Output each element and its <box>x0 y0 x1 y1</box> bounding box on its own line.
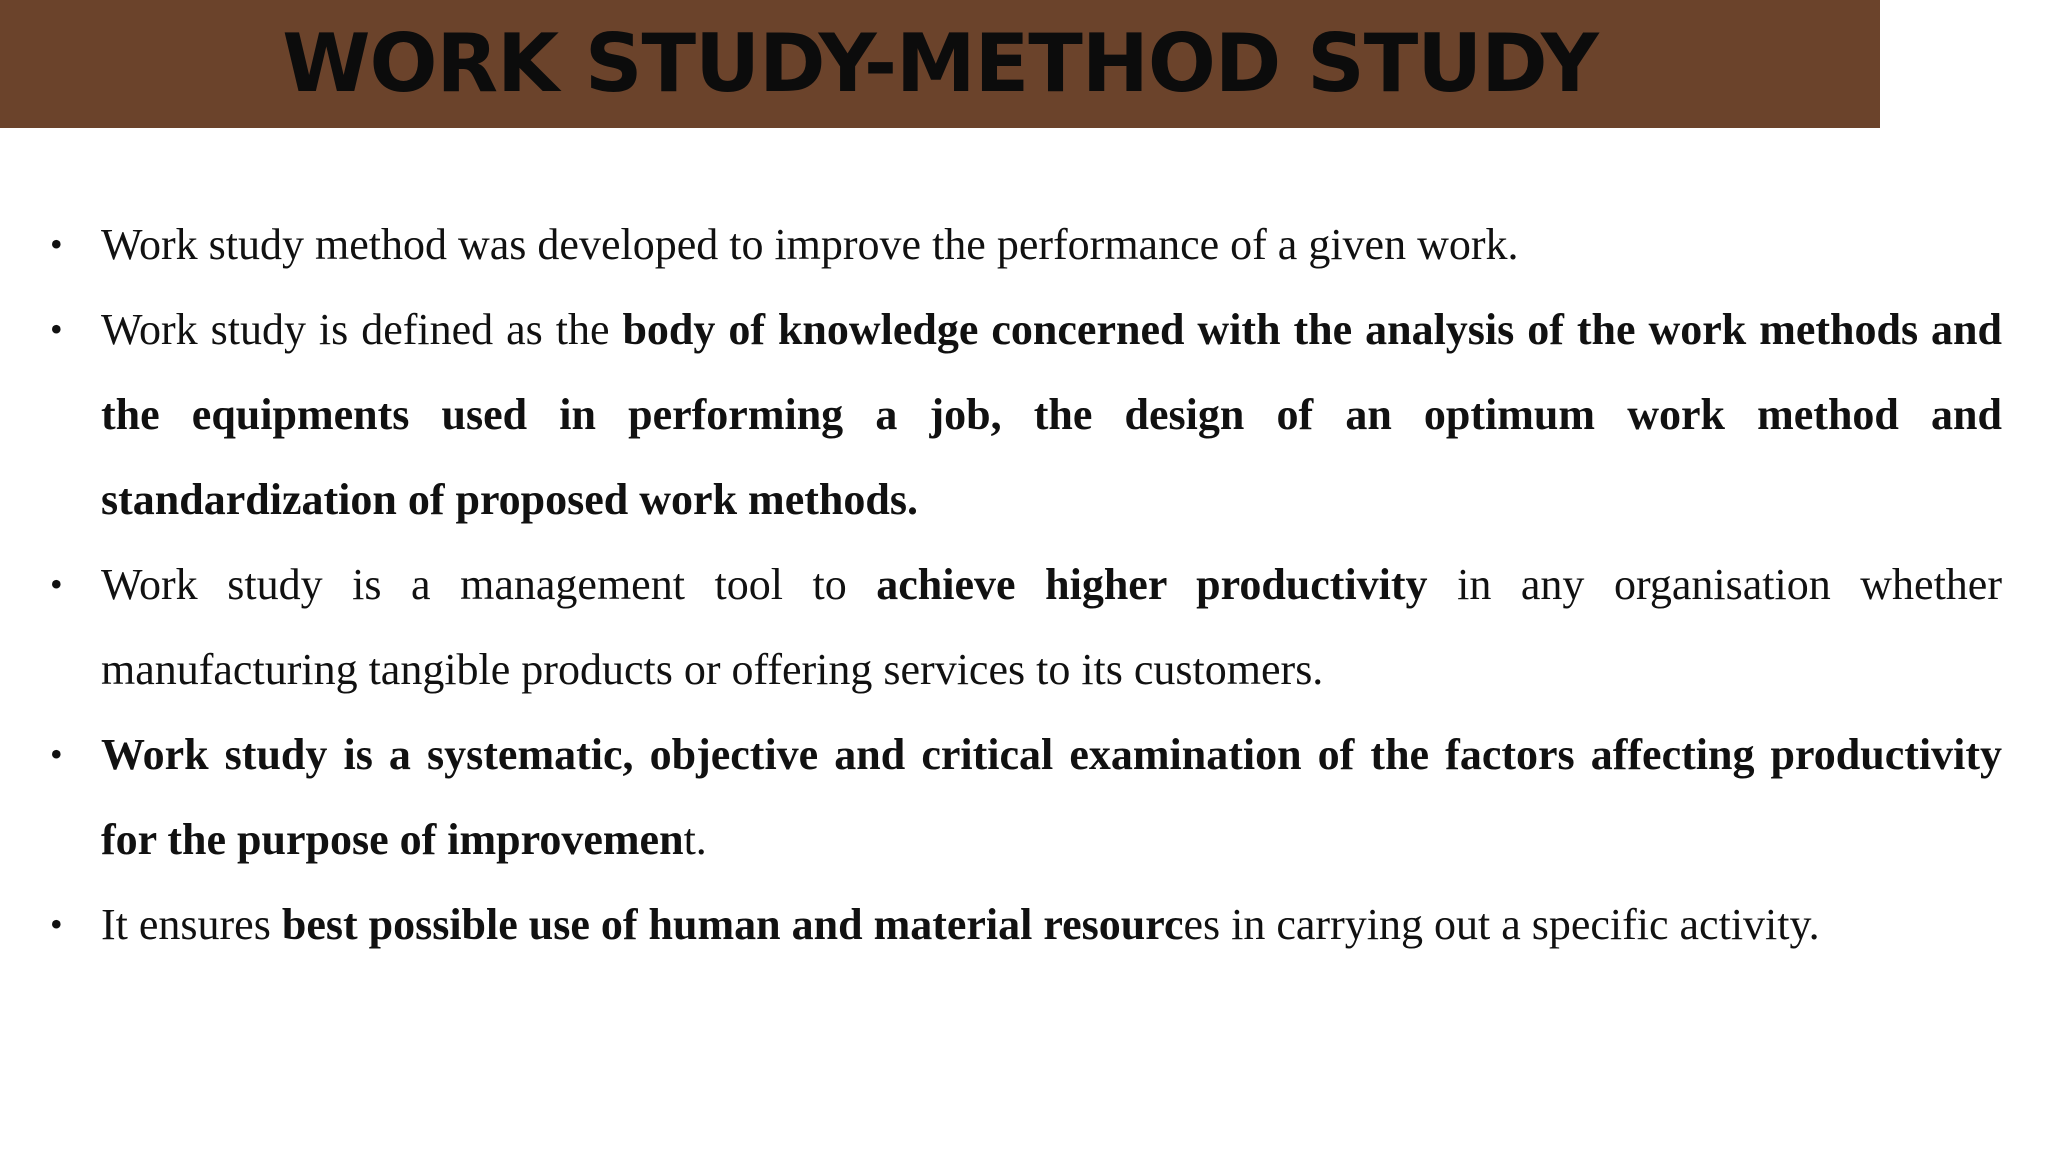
slide-title: WORK STUDY-METHOD STUDY <box>282 17 1598 110</box>
bullet-marker: • <box>50 734 63 774</box>
bullet-text: es in carrying out a specific activity. <box>1183 900 1820 949</box>
bullet-marker: • <box>50 904 63 944</box>
bullet-list <box>50 202 2002 967</box>
bullet-bold-text: body of knowledge concerned with the analysis of the work methods and the equipments used in performing a job, the design of an optimum work method and standardization of proposed work methods. <box>101 305 2002 524</box>
bullet-text: Work study method was developed to improve the performance of a given work. <box>101 220 1519 269</box>
bullet-text: It ensures <box>101 900 282 949</box>
bullet-item <box>50 542 2002 712</box>
bullet-bold-text: best possible use of human and material resourc <box>281 900 1184 949</box>
bullet-text: t. <box>683 815 707 864</box>
bullet-marker: • <box>50 224 63 264</box>
bullet-item <box>50 287 2002 542</box>
bullet-text: in any organisation whether manufacturing tangible products or offering services to its customers. <box>101 560 2002 694</box>
bullet-item <box>50 202 2002 287</box>
bullet-item <box>50 882 2002 967</box>
bullet-bold-text: Work study is a systematic, objective and critical examination of the factors affecting productivity for the purpose of improvemen <box>101 730 2002 864</box>
bullet-marker: • <box>50 309 63 349</box>
bullet-text: Work study is a management tool to <box>101 560 877 609</box>
bullet-text: Work study is defined as the <box>101 305 623 354</box>
bullet-bold-text: achieve higher productivity <box>876 560 1428 609</box>
bullet-item <box>50 712 2002 882</box>
bullet-marker: • <box>50 564 63 604</box>
